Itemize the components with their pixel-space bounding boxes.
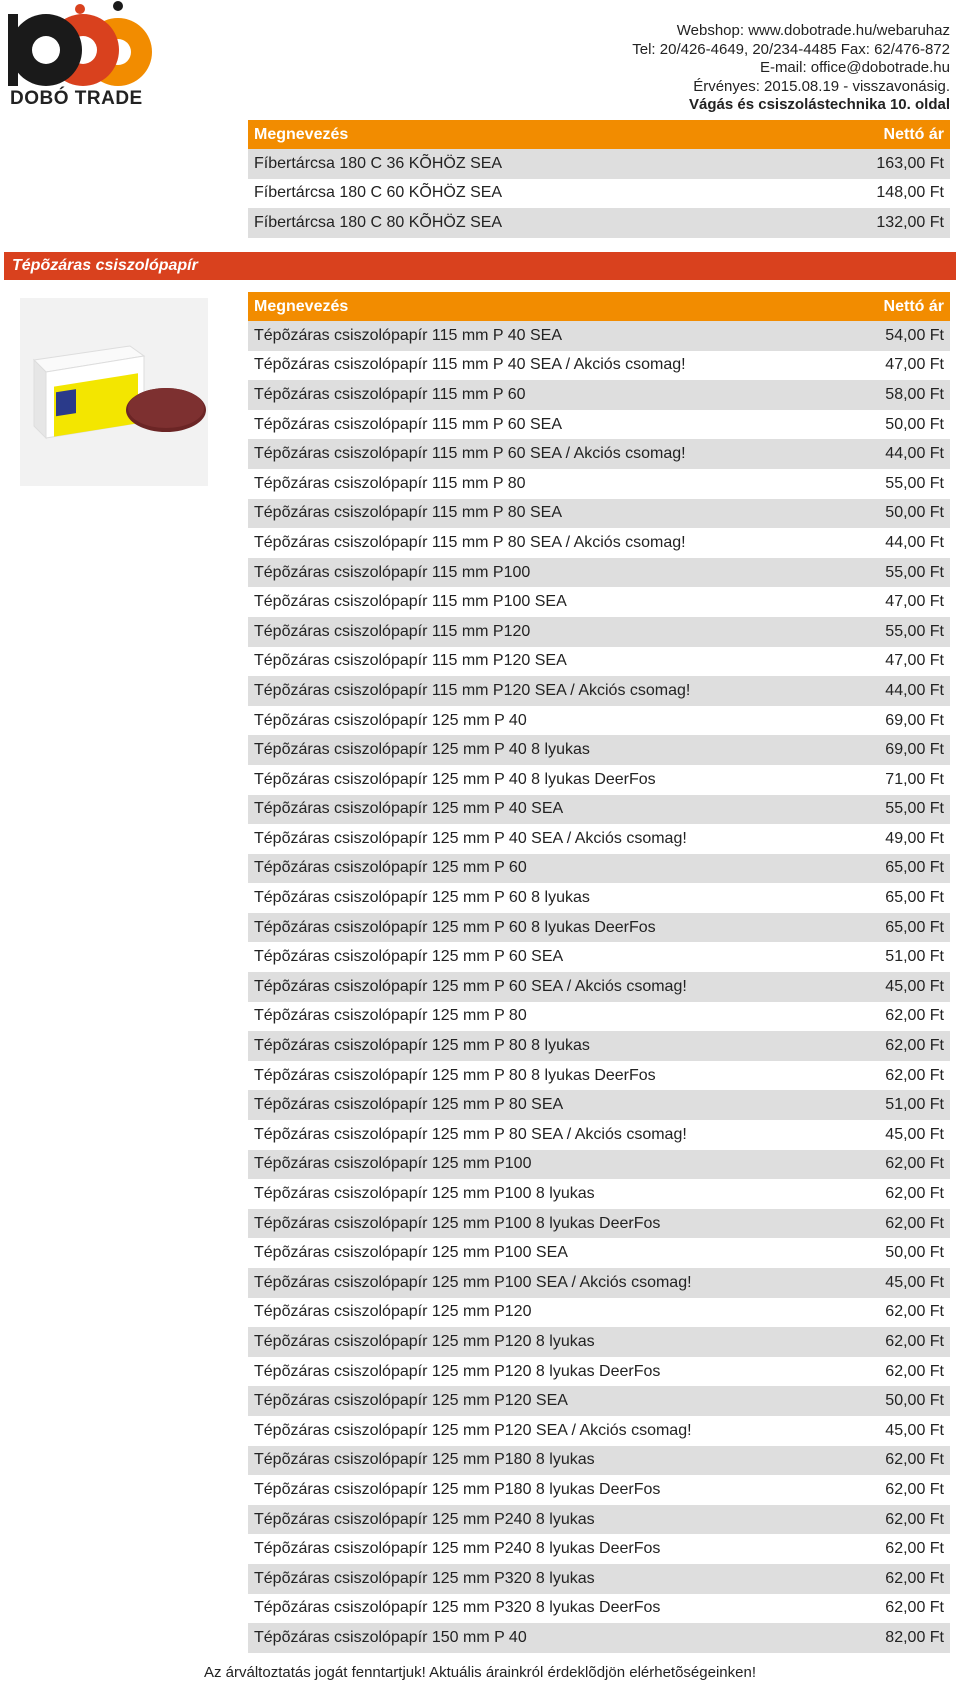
table-row [248, 558, 950, 588]
product-price: 50,00 Ft [885, 504, 944, 522]
product-name: Tépõzáras csiszolópapír 115 mm P 80 SEA / Akciós csomag! [254, 533, 686, 551]
sanding-disc-package-icon [20, 298, 208, 486]
table-row [248, 706, 950, 736]
product-name: Tépõzáras csiszolópapír 125 mm P180 8 lyukas [254, 1451, 595, 1469]
product-name: Tépõzáras csiszolópapír 115 mm P100 SEA [254, 593, 567, 611]
table-row [248, 439, 950, 469]
table-row [248, 972, 950, 1002]
column-header-price: Nettó ár [883, 297, 944, 315]
product-name: Tépõzáras csiszolópapír 125 mm P 60 8 lyukas [254, 889, 590, 907]
table-row [248, 1534, 950, 1564]
product-price: 45,00 Ft [885, 1421, 944, 1439]
table-row [248, 1268, 950, 1298]
table-row [248, 499, 950, 529]
table-row [248, 1238, 950, 1268]
product-name: Tépõzáras csiszolópapír 125 mm P120 SEA / Akciós csomag! [254, 1421, 692, 1439]
table-row [248, 1475, 950, 1505]
product-price: 47,00 Ft [885, 593, 944, 611]
product-price: 44,00 Ft [885, 681, 944, 699]
table-header [248, 292, 950, 321]
product-name: Tépõzáras csiszolópapír 125 mm P100 SEA / Akciós csomag! [254, 1273, 692, 1291]
product-price: 62,00 Ft [885, 1599, 944, 1617]
product-price: 44,00 Ft [885, 445, 944, 463]
product-name: Tépõzáras csiszolópapír 115 mm P120 SEA / Akciós csomag! [254, 681, 691, 699]
product-price: 47,00 Ft [885, 356, 944, 374]
price-table-fibertarcsa [248, 120, 950, 238]
product-name: Tépõzáras csiszolópapír 115 mm P 80 SEA [254, 504, 562, 522]
table-row [248, 1594, 950, 1624]
table-row [248, 1209, 950, 1239]
logo-mark-icon [8, 0, 158, 92]
product-price: 44,00 Ft [885, 533, 944, 551]
product-name: Tépõzáras csiszolópapír 125 mm P320 8 lyukas DeerFos [254, 1599, 661, 1617]
table-row [248, 469, 950, 499]
product-name: Tépõzáras csiszolópapír 125 mm P240 8 lyukas DeerFos [254, 1540, 661, 1558]
product-price: 62,00 Ft [885, 1066, 944, 1084]
logo-text: DOBÓ TRADE [10, 88, 143, 109]
table-row [248, 1120, 950, 1150]
product-name: Tépõzáras csiszolópapír 125 mm P100 8 lyukas [254, 1185, 595, 1203]
product-price: 82,00 Ft [885, 1628, 944, 1646]
table-row [248, 1386, 950, 1416]
product-name: Tépõzáras csiszolópapír 125 mm P120 8 lyukas [254, 1332, 595, 1350]
product-name: Tépõzáras csiszolópapír 125 mm P100 [254, 1155, 532, 1173]
table-row [248, 617, 950, 647]
product-price: 45,00 Ft [885, 1125, 944, 1143]
product-price: 148,00 Ft [876, 184, 944, 202]
table-row [248, 149, 950, 179]
table-row [248, 1150, 950, 1180]
product-name: Tépõzáras csiszolópapír 125 mm P320 8 lyukas [254, 1569, 595, 1587]
product-name: Tépõzáras csiszolópapír 125 mm P 80 8 lyukas DeerFos [254, 1066, 656, 1084]
webshop-link[interactable]: Webshop: www.dobotrade.hu/webaruhaz [676, 22, 950, 39]
product-name: Tépõzáras csiszolópapír 125 mm P240 8 lyukas [254, 1510, 595, 1528]
product-name: Tépõzáras csiszolópapír 115 mm P120 SEA [254, 652, 567, 670]
product-name: Tépõzáras csiszolópapír 125 mm P 60 SEA [254, 948, 564, 966]
table-row [248, 380, 950, 410]
product-price: 49,00 Ft [885, 829, 944, 847]
product-price: 62,00 Ft [885, 1451, 944, 1469]
table-row [248, 321, 950, 351]
column-header-price: Nettó ár [883, 125, 944, 143]
table-row [248, 208, 950, 238]
price-table-tepozaras [248, 292, 950, 1653]
company-logo [8, 0, 168, 112]
product-price: 45,00 Ft [885, 977, 944, 995]
product-name: Tépõzáras csiszolópapír 115 mm P 40 SEA [254, 326, 562, 344]
product-image [20, 298, 208, 486]
email-link[interactable]: E-mail: office@dobotrade.hu [759, 59, 950, 76]
product-name: Tépõzáras csiszolópapír 125 mm P180 8 lyukas DeerFos [254, 1480, 661, 1498]
table-row [248, 179, 950, 209]
table-row [248, 1090, 950, 1120]
table-row [248, 587, 950, 617]
table-row [248, 1446, 950, 1476]
table-header [248, 120, 950, 149]
product-name: Tépõzáras csiszolópapír 115 mm P 60 SEA [254, 415, 562, 433]
product-price: 62,00 Ft [885, 1362, 944, 1380]
table-row [248, 1505, 950, 1535]
product-name: Tépõzáras csiszolópapír 125 mm P 80 SEA / Akciós csomag! [254, 1125, 687, 1143]
product-name: Tépõzáras csiszolópapír 125 mm P 80 [254, 1007, 527, 1025]
product-name: Tépõzáras csiszolópapír 125 mm P 40 8 lyukas [254, 741, 590, 759]
table-row [248, 765, 950, 795]
product-price: 65,00 Ft [885, 889, 944, 907]
product-price: 62,00 Ft [885, 1185, 944, 1203]
table-row [248, 1327, 950, 1357]
section-title: Tépõzáras csiszolópapír [4, 252, 956, 280]
product-price: 55,00 Ft [885, 563, 944, 581]
product-name: Tépõzáras csiszolópapír 125 mm P 40 [254, 711, 527, 729]
table-row [248, 528, 950, 558]
product-name: Tépõzáras csiszolópapír 125 mm P 80 8 lyukas [254, 1037, 590, 1055]
table-row [248, 1623, 950, 1653]
product-price: 62,00 Ft [885, 1007, 944, 1025]
product-price: 65,00 Ft [885, 859, 944, 877]
product-name: Tépõzáras csiszolópapír 115 mm P 40 SEA / Akciós csomag! [254, 356, 686, 374]
table-row [248, 735, 950, 765]
product-name: Tépõzáras csiszolópapír 115 mm P 80 [254, 474, 526, 492]
table-row [248, 1002, 950, 1032]
product-name: Tépõzáras csiszolópapír 150 mm P 40 [254, 1628, 527, 1646]
table-row [248, 1564, 950, 1594]
phone-info: Tel: 20/426-4649, 20/234-4485 Fax: 62/476-872 [632, 40, 950, 58]
validity-text: Érvényes: 2015.08.19 - visszavonásig. [693, 77, 950, 95]
product-name: Fíbertárcsa 180 C 60 KÕHÖZ SEA [254, 184, 503, 202]
product-name: Tépõzáras csiszolópapír 125 mm P 60 SEA / Akciós csomag! [254, 977, 687, 995]
table-row [248, 1357, 950, 1387]
product-name: Fíbertárcsa 180 C 80 KÕHÖZ SEA [254, 213, 503, 231]
product-price: 62,00 Ft [885, 1480, 944, 1498]
product-price: 65,00 Ft [885, 918, 944, 936]
table-row [248, 1416, 950, 1446]
table-row [248, 351, 950, 381]
table-row [248, 410, 950, 440]
product-price: 51,00 Ft [885, 1096, 944, 1114]
product-name: Tépõzáras csiszolópapír 125 mm P 60 8 lyukas DeerFos [254, 918, 656, 936]
product-name: Tépõzáras csiszolópapír 115 mm P120 [254, 622, 531, 640]
product-price: 62,00 Ft [885, 1510, 944, 1528]
table-row [248, 795, 950, 825]
product-price: 55,00 Ft [885, 474, 944, 492]
product-price: 62,00 Ft [885, 1214, 944, 1232]
product-name: Tépõzáras csiszolópapír 115 mm P 60 [254, 385, 526, 403]
product-name: Fíbertárcsa 180 C 36 KÕHÖZ SEA [254, 154, 503, 172]
product-price: 62,00 Ft [885, 1569, 944, 1587]
page-title: Vágás és csiszolástechnika 10. oldal [689, 96, 950, 113]
product-price: 62,00 Ft [885, 1540, 944, 1558]
product-name: Tépõzáras csiszolópapír 115 mm P 60 SEA / Akciós csomag! [254, 445, 686, 463]
product-name: Tépõzáras csiszolópapír 125 mm P120 [254, 1303, 532, 1321]
product-name: Tépõzáras csiszolópapír 125 mm P 60 [254, 859, 527, 877]
column-header-name: Megnevezés [254, 297, 349, 315]
product-price: 62,00 Ft [885, 1303, 944, 1321]
product-price: 62,00 Ft [885, 1332, 944, 1350]
product-price: 54,00 Ft [885, 326, 944, 344]
product-price: 62,00 Ft [885, 1037, 944, 1055]
product-name: Tépõzáras csiszolópapír 125 mm P 40 SEA / Akciós csomag! [254, 829, 687, 847]
product-price: 51,00 Ft [885, 948, 944, 966]
product-price: 55,00 Ft [885, 800, 944, 818]
table-row [248, 883, 950, 913]
product-name: Tépõzáras csiszolópapír 125 mm P 40 8 lyukas DeerFos [254, 770, 656, 788]
table-row [248, 676, 950, 706]
table-row [248, 1031, 950, 1061]
table-row [248, 824, 950, 854]
footer-note: Az árváltoztatás jogát fenntartjuk! Aktuális árainkról érdeklõdjön elérhetõségeinken! [204, 1664, 756, 1681]
product-price: 50,00 Ft [885, 1244, 944, 1262]
product-price: 58,00 Ft [885, 385, 944, 403]
product-price: 71,00 Ft [885, 770, 944, 788]
table-row [248, 1061, 950, 1091]
product-price: 55,00 Ft [885, 622, 944, 640]
product-price: 45,00 Ft [885, 1273, 944, 1291]
table-row [248, 913, 950, 943]
product-price: 163,00 Ft [876, 154, 944, 172]
product-price: 50,00 Ft [885, 415, 944, 433]
table-row [248, 1179, 950, 1209]
product-name: Tépõzáras csiszolópapír 125 mm P 40 SEA [254, 800, 564, 818]
table-row [248, 854, 950, 884]
product-price: 132,00 Ft [876, 213, 944, 231]
product-price: 62,00 Ft [885, 1155, 944, 1173]
product-price: 69,00 Ft [885, 711, 944, 729]
product-price: 47,00 Ft [885, 652, 944, 670]
product-name: Tépõzáras csiszolópapír 125 mm P120 8 lyukas DeerFos [254, 1362, 661, 1380]
header-contact-info [632, 22, 950, 115]
product-name: Tépõzáras csiszolópapír 125 mm P100 8 lyukas DeerFos [254, 1214, 661, 1232]
product-price: 69,00 Ft [885, 741, 944, 759]
product-name: Tépõzáras csiszolópapír 125 mm P 80 SEA [254, 1096, 564, 1114]
table-row [248, 647, 950, 677]
product-name: Tépõzáras csiszolópapír 125 mm P120 SEA [254, 1392, 568, 1410]
product-name: Tépõzáras csiszolópapír 115 mm P100 [254, 563, 531, 581]
product-name: Tépõzáras csiszolópapír 125 mm P100 SEA [254, 1244, 568, 1262]
product-price: 50,00 Ft [885, 1392, 944, 1410]
table-row [248, 942, 950, 972]
column-header-name: Megnevezés [254, 125, 349, 143]
table-row [248, 1298, 950, 1328]
